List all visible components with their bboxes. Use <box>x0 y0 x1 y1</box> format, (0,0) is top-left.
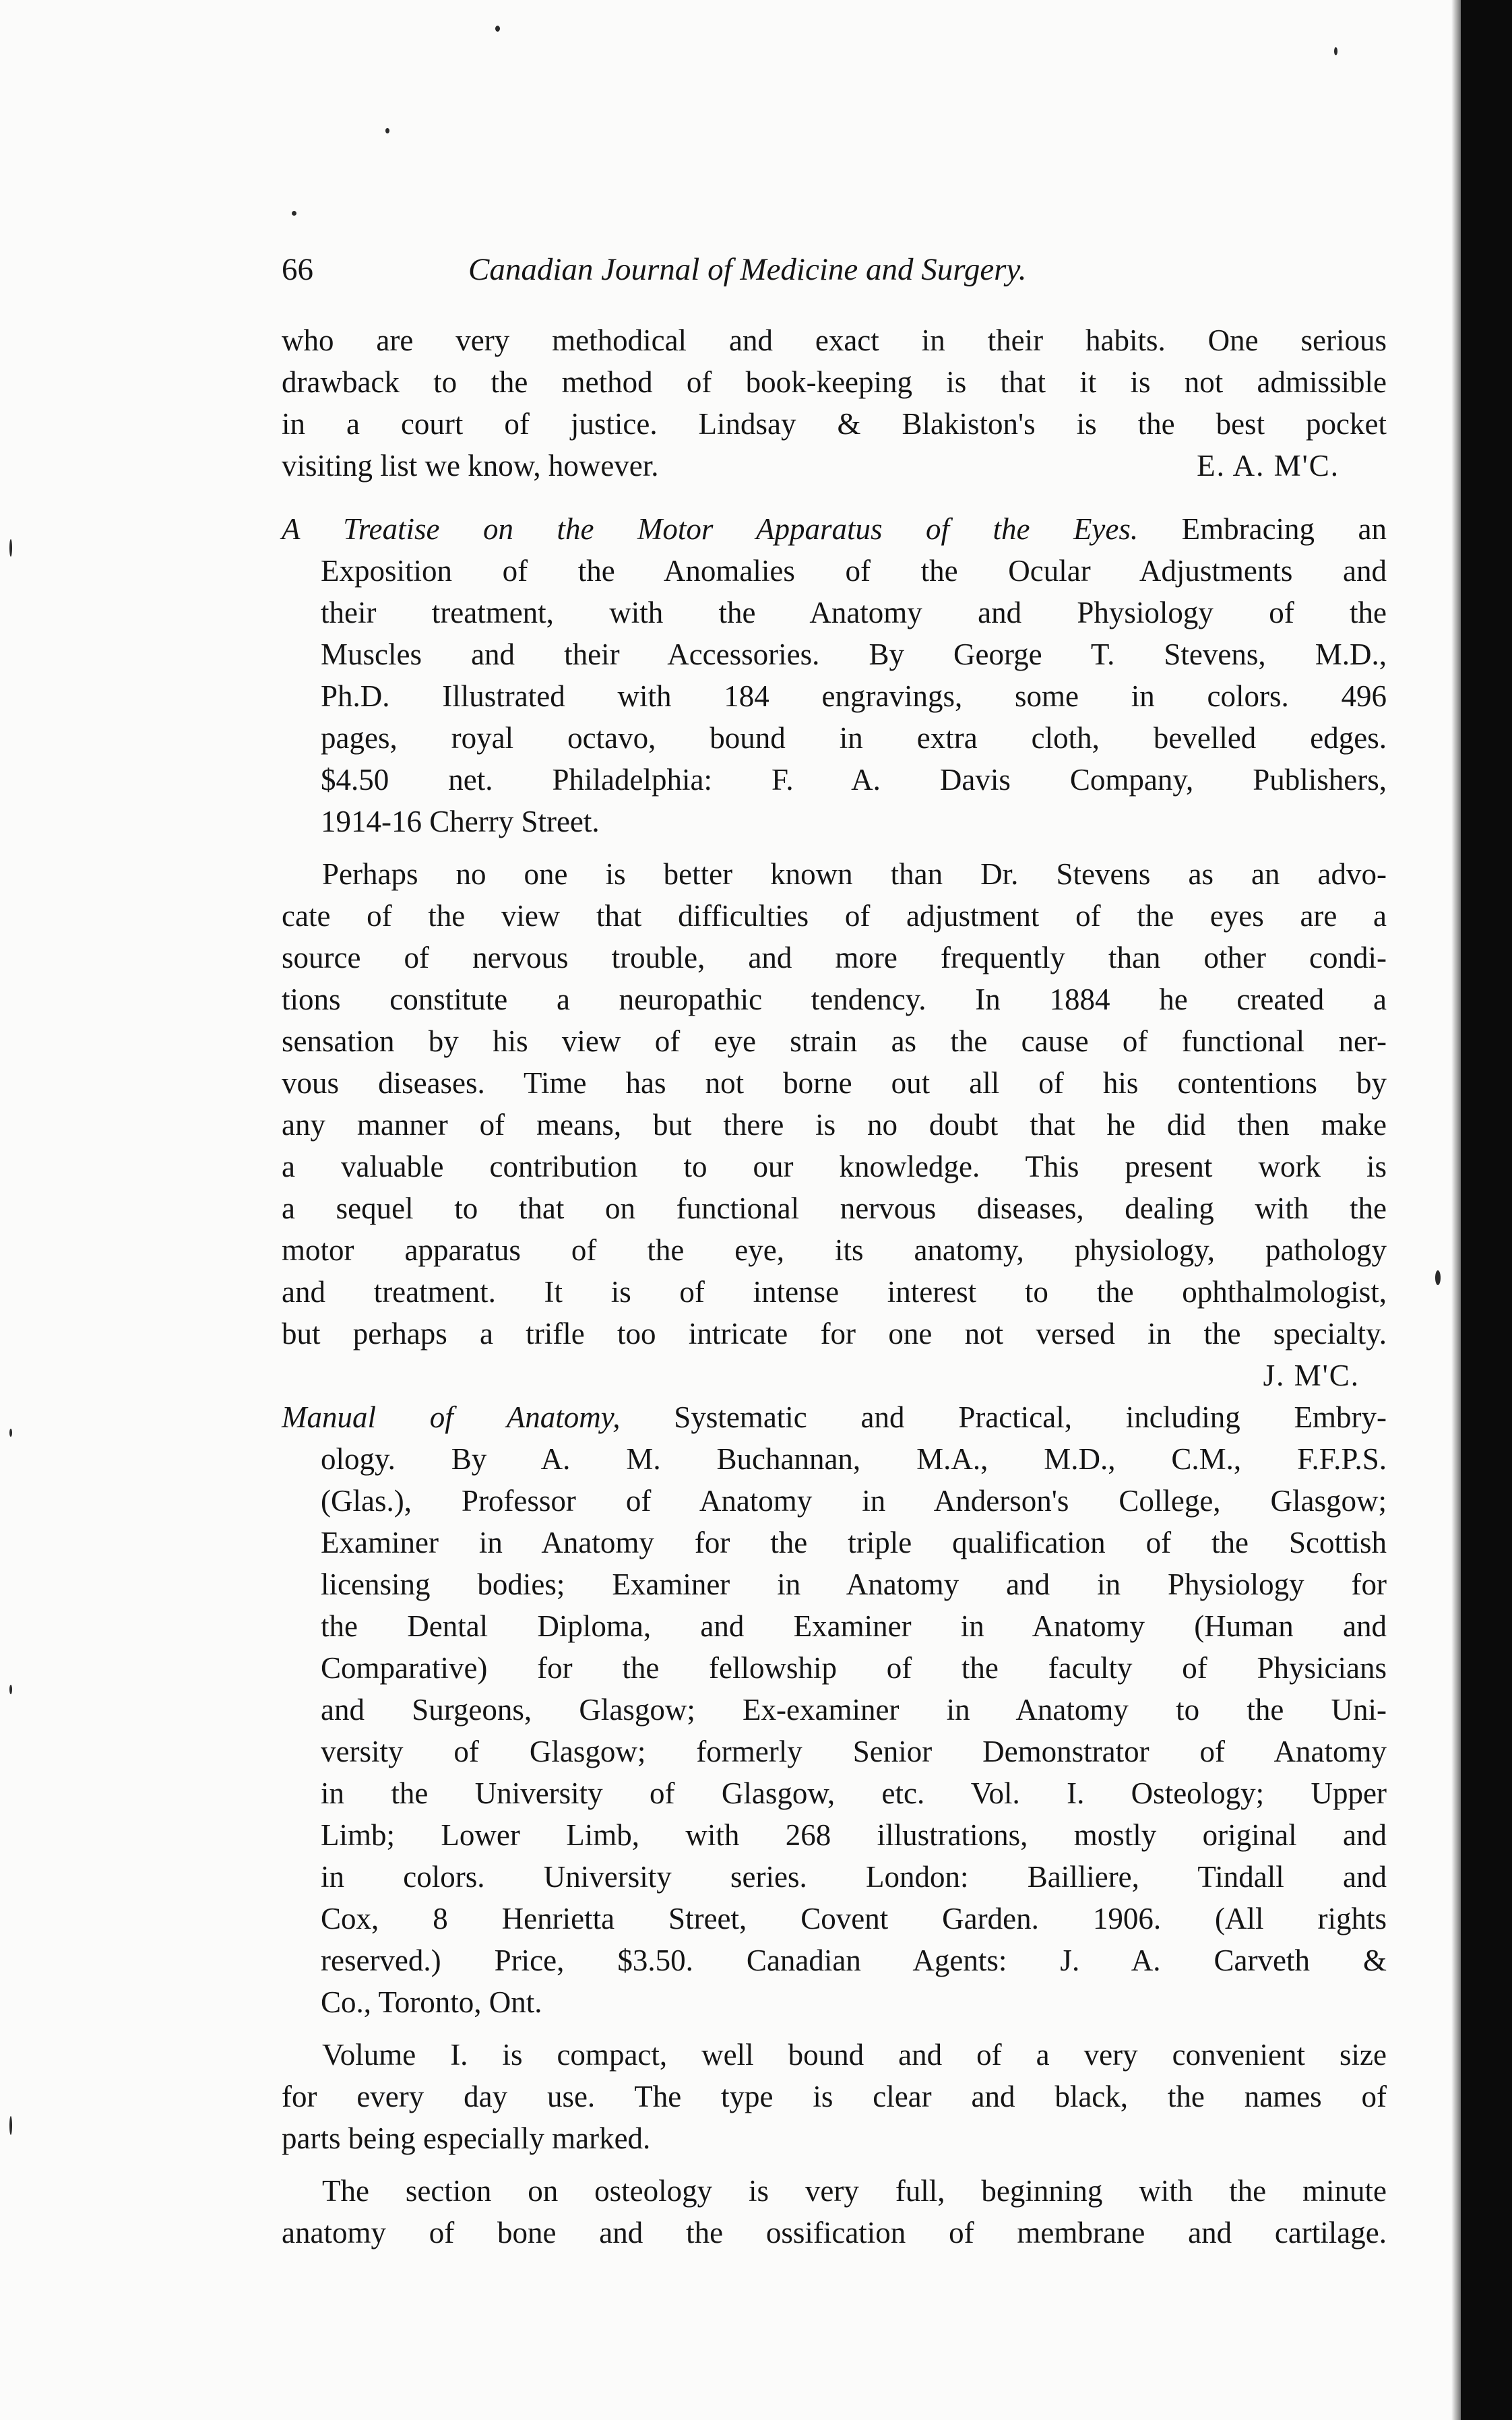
text-line: cate of the view that difficulties of adjustment of the eyes are a <box>282 899 1387 933</box>
text-line <box>282 445 1387 487</box>
scan-speck <box>1334 47 1337 55</box>
text-line: Co., Toronto, Ont. <box>321 1985 542 2019</box>
text-line-content: Systematic and Practical, including Embry- <box>674 1400 1387 1434</box>
text-line: in the University of Glasgow, etc. Vol. I. Osteology; Upper <box>321 1776 1387 1810</box>
text-line: 1914-16 Cherry Street. <box>321 805 600 838</box>
page-header <box>282 243 1387 297</box>
body-text <box>282 319 1387 2254</box>
scan-speck <box>385 128 389 133</box>
text-line: versity of Glasgow; formerly Senior Demonstrator of Anatomy <box>321 1735 1387 1768</box>
text-line: Exposition of the Anomalies of the Ocular Adjustments and <box>321 554 1387 588</box>
scan-speck <box>9 2116 12 2135</box>
text-line: and treatment. It is of intense interest to the ophthalmologist, <box>282 1275 1387 1309</box>
scan-speck <box>9 1685 12 1694</box>
text-line: drawback to the method of book-keeping is that it is not admissible <box>282 365 1387 399</box>
text-line: and Surgeons, Glasgow; Ex-examiner in Anatomy to the Uni- <box>321 1693 1387 1727</box>
text-line: reserved.) Price, $3.50. Canadian Agents: J. A. Carveth & <box>321 1944 1387 1977</box>
reviewer-signature: J. M'C. <box>1263 1359 1360 1392</box>
text-line: for every day use. The type is clear and black, the names of <box>282 2080 1387 2113</box>
text-line: ology. By A. M. Buchannan, M.A., M.D., C.M., F.F.P.S. <box>321 1442 1387 1476</box>
text-line: a sequel to that on functional nervous diseases, dealing with the <box>282 1191 1387 1225</box>
review-heading-line <box>282 508 1387 550</box>
paragraph-gap <box>282 2159 1387 2170</box>
text-line: licensing bodies; Examiner in Anatomy and in Physiology for <box>321 1568 1387 1601</box>
running-title: Canadian Journal of Medicine and Surgery. <box>468 252 1027 287</box>
text-line: in a court of justice. Lindsay & Blakiston's is the best pocket <box>282 407 1387 441</box>
text-line: anatomy of bone and the ossification of membrane and cartilage. <box>282 2216 1387 2250</box>
text-line: The section on osteology is very full, beginning with the minute <box>322 2174 1387 2208</box>
page-number: 66 <box>282 252 313 287</box>
text-line: who are very methodical and exact in their habits. One serious <box>282 323 1387 357</box>
scan-edge-shadow <box>1461 0 1512 2420</box>
paragraph-gap <box>282 2023 1387 2034</box>
paragraph-gap <box>282 842 1387 853</box>
text-line: Cox, 8 Henrietta Street, Covent Garden. 1906. (All rights <box>321 1902 1387 1935</box>
text-line: in colors. University series. London: Bailliere, Tindall and <box>321 1860 1387 1894</box>
scan-speck <box>1435 1270 1441 1285</box>
text-line: the Dental Diploma, and Examiner in Anatomy (Human and <box>321 1609 1387 1643</box>
text-line-content: Embracing an <box>1181 512 1387 546</box>
scan-speck <box>9 539 12 557</box>
book-title: Manual of Anatomy, <box>282 1400 621 1434</box>
text-line: vous diseases. Time has not borne out all of his contentions by <box>282 1066 1387 1100</box>
text-line: Ph.D. Illustrated with 184 engravings, some in colors. 496 <box>321 679 1387 713</box>
text-line: but perhaps a trifle too intricate for one not versed in the specialty. <box>282 1317 1387 1351</box>
scan-speck <box>495 26 500 32</box>
text-line: $4.50 net. Philadelphia: F. A. Davis Company, Publishers, <box>321 763 1387 797</box>
text-line: Limb; Lower Limb, with 268 illustrations, mostly original and <box>321 1818 1387 1852</box>
text-line: sensation by his view of eye strain as the cause of functional ner- <box>282 1024 1387 1058</box>
text-line: their treatment, with the Anatomy and Physiology of the <box>321 596 1387 629</box>
text-line: (Glas.), Professor of Anatomy in Anderson's College, Glasgow; <box>321 1484 1387 1518</box>
text-line: motor apparatus of the eye, its anatomy, physiology, pathology <box>282 1233 1387 1267</box>
review-heading-line <box>282 1396 1387 1438</box>
text-line: tions constitute a neuropathic tendency. In 1884 he created a <box>282 983 1387 1016</box>
text-line: Comparative) for the fellowship of the faculty of Physicians <box>321 1651 1387 1685</box>
text-line: a valuable contribution to our knowledge. This present work is <box>282 1150 1387 1183</box>
book-title: A Treatise on the Motor Apparatus of the Eyes. <box>282 512 1139 546</box>
text-line-content: visiting list we know, however. <box>282 449 659 483</box>
reviewer-signature: E. A. M'C. <box>1197 449 1340 483</box>
text-line: Muscles and their Accessories. By George T. Stevens, M.D., <box>321 638 1387 671</box>
text-line: parts being especially marked. <box>282 2121 651 2155</box>
scan-speck <box>9 1429 12 1437</box>
text-line: any manner of means, but there is no doubt that he did then make <box>282 1108 1387 1142</box>
scan-speck <box>292 211 296 216</box>
text-line: Examiner in Anatomy for the triple qualification of the Scottish <box>321 1526 1387 1559</box>
text-line: Volume I. is compact, well bound and of a very convenient size <box>322 2038 1387 2072</box>
text-line: Perhaps no one is better known than Dr. Stevens as an advo- <box>322 857 1387 891</box>
text-line: pages, royal octavo, bound in extra cloth, bevelled edges. <box>321 721 1387 755</box>
section-gap <box>282 487 1387 508</box>
text-line: source of nervous trouble, and more frequently than other condi- <box>282 941 1387 974</box>
